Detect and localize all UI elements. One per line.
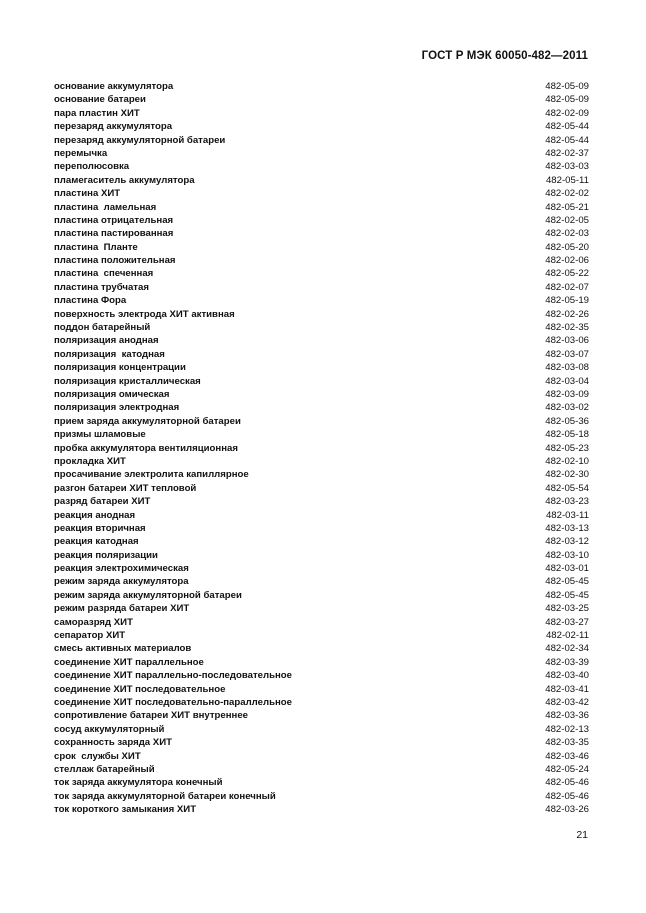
index-entry — [54, 736, 589, 749]
index-term: режим заряда аккумуляторной батареи — [54, 589, 242, 601]
index-entry — [54, 321, 589, 334]
index-entry — [54, 174, 589, 187]
index-entry — [54, 589, 589, 602]
index-entry — [54, 134, 589, 147]
index-code: 482-05-22 — [545, 268, 589, 280]
index-code: 482-03-27 — [545, 616, 589, 628]
index-entry — [54, 281, 589, 294]
index-code: 482-03-40 — [545, 670, 589, 682]
index-entry — [54, 401, 589, 414]
document-header: ГОСТ Р МЭК 60050-482—2011 — [421, 50, 588, 62]
index-code: 482-03-09 — [545, 388, 589, 400]
index-entry — [54, 709, 589, 722]
index-entry — [54, 308, 589, 321]
page-number: 21 — [576, 829, 588, 841]
index-code: 482-03-13 — [545, 522, 589, 534]
index-term: прокладка ХИТ — [54, 455, 126, 467]
index-entry — [54, 468, 589, 481]
index-term: саморазряд ХИТ — [54, 616, 133, 628]
term-index-list — [54, 80, 589, 816]
index-entry — [54, 495, 589, 508]
index-code: 482-05-44 — [545, 134, 589, 146]
index-term: пламегаситель аккумулятора — [54, 174, 195, 186]
index-term: поляризация омическая — [54, 388, 170, 400]
index-entry — [54, 388, 589, 401]
index-term: соединение ХИТ последовательно-параллельное — [54, 696, 292, 708]
index-entry — [54, 790, 589, 803]
index-code: 482-03-36 — [545, 710, 589, 722]
index-code: 482-03-12 — [545, 536, 589, 548]
index-term: режим разряда батареи ХИТ — [54, 603, 190, 615]
index-term: реакция электрохимическая — [54, 563, 189, 575]
index-entry — [54, 696, 589, 709]
index-code: 482-02-02 — [545, 188, 589, 200]
index-term: пробка аккумулятора вентиляционная — [54, 442, 238, 454]
index-code: 482-02-34 — [545, 643, 589, 655]
index-term: соединение ХИТ параллельное — [54, 656, 204, 668]
index-code: 482-05-11 — [545, 174, 589, 186]
index-code: 482-03-39 — [545, 656, 589, 668]
index-term: пластина трубчатая — [54, 281, 149, 293]
index-code: 482-03-04 — [545, 375, 589, 387]
index-entry — [54, 535, 589, 548]
index-entry — [54, 147, 589, 160]
index-term: ток заряда аккумуляторной батареи конечный — [54, 790, 276, 802]
index-entry — [54, 442, 589, 455]
index-term: реакция анодная — [54, 509, 136, 521]
index-term: ток заряда аккумулятора конечный — [54, 777, 223, 789]
index-term: реакция поляризации — [54, 549, 158, 561]
index-term: пластина Фора — [54, 295, 127, 307]
index-entry — [54, 214, 589, 227]
index-code: 482-05-46 — [545, 777, 589, 789]
index-term: сохранность заряда ХИТ — [54, 737, 172, 749]
index-code: 482-02-06 — [545, 255, 589, 267]
index-code: 482-05-24 — [545, 763, 589, 775]
index-term: поляризация электродная — [54, 402, 180, 414]
index-code: 482-05-19 — [545, 295, 589, 307]
index-code: 482-05-09 — [545, 81, 589, 92]
index-entry — [54, 227, 589, 240]
index-term: разгон батареи ХИТ тепловой — [54, 482, 197, 494]
index-term: соединение ХИТ параллельно-последовательное — [54, 670, 292, 682]
index-entry — [54, 602, 589, 615]
index-term: пластина пастированная — [54, 228, 174, 240]
index-term: перезаряд аккумуляторной батареи — [54, 134, 226, 146]
index-code: 482-05-09 — [545, 94, 589, 106]
index-code: 482-03-41 — [545, 683, 589, 695]
index-code: 482-05-44 — [545, 121, 589, 133]
index-entry — [54, 455, 589, 468]
index-term: поляризация концентрации — [54, 362, 186, 374]
index-entry — [54, 120, 589, 133]
index-code: 482-02-10 — [545, 455, 589, 467]
index-term: пластина положительная — [54, 255, 176, 267]
index-entry — [54, 723, 589, 736]
index-code: 482-02-26 — [545, 308, 589, 320]
index-entry — [54, 160, 589, 173]
index-term: просачивание электролита капиллярное — [54, 469, 249, 481]
index-entry — [54, 776, 589, 789]
index-entry — [54, 294, 589, 307]
index-code: 482-03-06 — [545, 335, 589, 347]
index-code: 482-05-36 — [545, 415, 589, 427]
index-code: 482-05-18 — [545, 429, 589, 441]
index-entry — [54, 803, 589, 816]
index-entry — [54, 254, 589, 267]
index-term: основание батареи — [54, 94, 146, 106]
index-term: сопротивление батареи ХИТ внутреннее — [54, 710, 249, 722]
index-entry — [54, 361, 589, 374]
index-code: 482-03-46 — [545, 750, 589, 762]
index-term: поверхность электрода ХИТ активная — [54, 308, 235, 320]
index-term: смесь активных материалов — [54, 643, 192, 655]
index-term: поляризация анодная — [54, 335, 159, 347]
index-code: 482-03-42 — [545, 696, 589, 708]
index-entry — [54, 562, 589, 575]
index-entry — [54, 334, 589, 347]
index-term: реакция катодная — [54, 536, 139, 548]
index-entry — [54, 683, 589, 696]
index-code: 482-03-25 — [545, 603, 589, 615]
index-code: 482-02-09 — [545, 107, 589, 119]
index-code: 482-03-01 — [545, 563, 589, 575]
index-code: 482-05-45 — [545, 576, 589, 588]
index-entry — [54, 375, 589, 388]
index-entry — [54, 267, 589, 280]
index-entry — [54, 348, 589, 361]
index-code: 482-05-21 — [545, 201, 589, 213]
index-term: стеллаж батарейный — [54, 763, 155, 775]
index-entry — [54, 415, 589, 428]
index-term: разряд батареи ХИТ — [54, 496, 151, 508]
index-entry — [54, 549, 589, 562]
index-code: 482-02-05 — [545, 214, 589, 226]
index-entry — [54, 763, 589, 776]
index-term: поляризация кристаллическая — [54, 375, 201, 387]
index-entry — [54, 428, 589, 441]
index-entry — [54, 93, 589, 106]
index-code: 482-03-02 — [545, 402, 589, 414]
index-entry — [54, 669, 589, 682]
index-code: 482-02-13 — [545, 723, 589, 735]
index-code: 482-03-11 — [545, 509, 589, 521]
index-entry — [54, 522, 589, 535]
index-term: сепаратор ХИТ — [54, 630, 126, 642]
index-code: 482-02-07 — [545, 281, 589, 293]
index-code: 482-03-10 — [545, 549, 589, 561]
index-entry — [54, 750, 589, 763]
index-entry — [54, 107, 589, 120]
index-term: пластина отрицательная — [54, 214, 174, 226]
index-term: срок службы ХИТ — [54, 750, 141, 762]
index-term: перезаряд аккумулятора — [54, 121, 173, 133]
index-term: сосуд аккумуляторный — [54, 723, 165, 735]
index-entry — [54, 656, 589, 669]
index-term: переполюсовка — [54, 161, 130, 173]
index-entry — [54, 482, 589, 495]
index-code: 482-02-30 — [545, 469, 589, 481]
index-code: 482-05-45 — [545, 589, 589, 601]
index-code: 482-03-08 — [545, 362, 589, 374]
index-term: поляризация катодная — [54, 348, 165, 360]
index-term: пластина спеченная — [54, 268, 154, 280]
index-term: пластина Планте — [54, 241, 138, 253]
index-entry — [54, 616, 589, 629]
index-code: 482-03-35 — [545, 737, 589, 749]
index-code: 482-02-37 — [545, 147, 589, 159]
index-entry — [54, 642, 589, 655]
index-entry — [54, 629, 589, 642]
index-code: 482-03-23 — [545, 496, 589, 508]
index-code: 482-05-20 — [545, 241, 589, 253]
index-term: пластина ХИТ — [54, 188, 121, 200]
index-term: призмы шламовые — [54, 429, 146, 441]
index-term: пластина ламельная — [54, 201, 157, 213]
index-term: пара пластин ХИТ — [54, 107, 140, 119]
index-term: прием заряда аккумуляторной батареи — [54, 415, 241, 427]
index-entry — [54, 575, 589, 588]
index-code: 482-03-03 — [545, 161, 589, 173]
index-entry — [54, 241, 589, 254]
index-code: 482-02-03 — [545, 228, 589, 240]
index-term: ток короткого замыкания ХИТ — [54, 804, 197, 816]
index-code: 482-03-26 — [545, 804, 589, 816]
index-entry — [54, 80, 589, 93]
index-term: реакция вторичная — [54, 522, 146, 534]
index-code: 482-05-54 — [545, 482, 589, 494]
index-term: соединение ХИТ последовательное — [54, 683, 226, 695]
index-code: 482-02-35 — [545, 322, 589, 334]
index-code: 482-05-23 — [545, 442, 589, 454]
index-code: 482-05-46 — [545, 790, 589, 802]
index-term: режим заряда аккумулятора — [54, 576, 189, 588]
index-entry — [54, 187, 589, 200]
index-term: перемычка — [54, 147, 108, 159]
index-entry — [54, 201, 589, 214]
index-term: поддон батарейный — [54, 322, 151, 334]
index-code: 482-03-07 — [545, 348, 589, 360]
index-code: 482-02-11 — [545, 630, 589, 642]
index-term: основание аккумулятора — [54, 81, 174, 92]
index-entry — [54, 509, 589, 522]
